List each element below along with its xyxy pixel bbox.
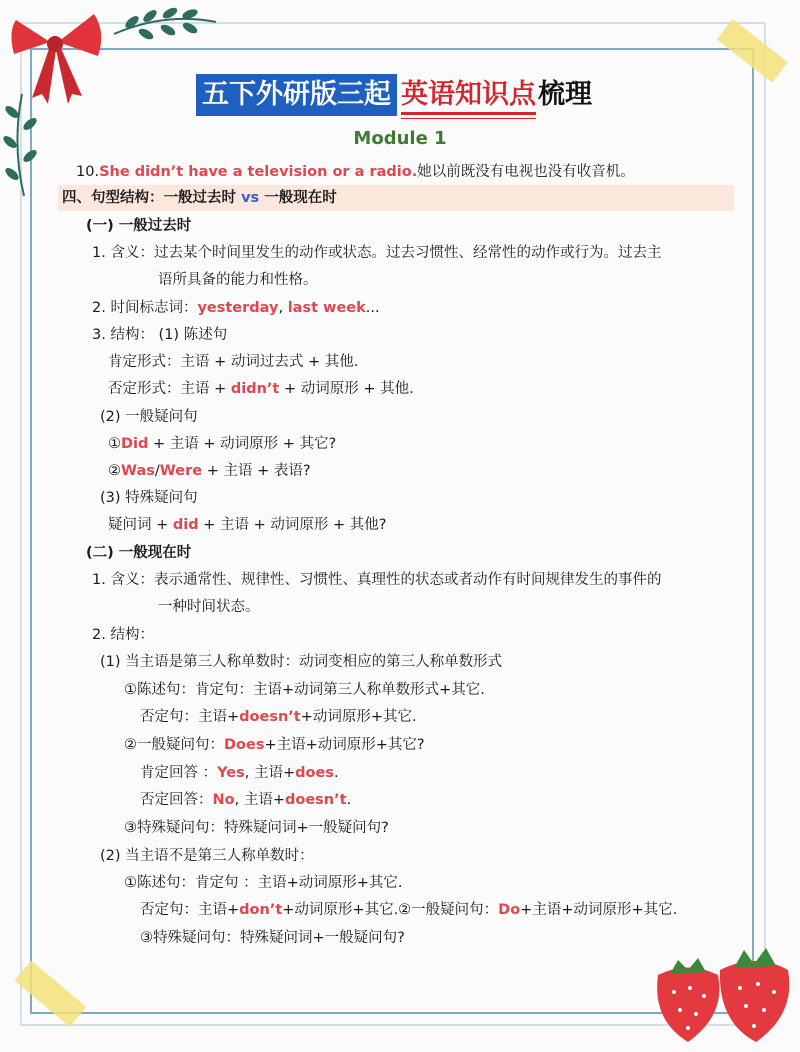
sq-pre: 疑问词 + — [108, 517, 173, 533]
present-c1-question — [124, 735, 425, 755]
c2-neg-dont: don’t — [239, 902, 283, 918]
c2-neg-pre: 否定句：主语+ — [140, 902, 240, 918]
time-marker-last-week: last week — [287, 300, 366, 316]
c1-q-pre: ②一般疑问句： — [124, 737, 224, 753]
time-marker-yesterday: yesterday — [197, 300, 279, 316]
c1-q-post: +主语+动词原形+其它? — [264, 737, 425, 753]
no-doesnt: doesn’t — [284, 792, 347, 808]
chinese-translation: 她以前既没有电视也没有收音机。 — [417, 164, 635, 180]
time-markers-label: 2. 时间标志词： — [92, 300, 198, 316]
past-meaning-label: 1. 含义： — [92, 245, 154, 261]
q1-did: Did — [121, 436, 149, 452]
yes-mid: , 主语+ — [244, 765, 296, 781]
past-special-question-heading: (3) 特殊疑问句 — [100, 490, 198, 506]
past-negative-didnt: didn’t — [230, 381, 280, 397]
sq-post: + 主语 + 动词原形 + 其他? — [198, 517, 387, 533]
english-sentence: She didn’t have a television or a radio. — [99, 164, 418, 180]
present-c1-yes-answer — [140, 763, 339, 783]
title-part3: 梳理 — [538, 79, 592, 110]
tape-icon — [12, 960, 92, 1030]
present-meaning-line1: 表示通常性、规律性、习惯性、真理性的状态或者动作有时间规律发生的事件的 — [153, 572, 662, 588]
present-meaning-line2: 一种时间状态。 — [158, 599, 260, 615]
no-end: . — [346, 792, 352, 808]
present-c2-declarative: ①陈述句：肯定句 ：主语+动词原形+其它. — [124, 875, 403, 891]
past-question-heading: (2) 一般疑问句 — [100, 409, 198, 425]
q1-post: + 主语 + 动词原形 + 其它? — [148, 436, 337, 452]
present-meaning-label: 1. 含义： — [92, 572, 154, 588]
present-c1-negative — [140, 707, 417, 727]
q2-slash: / — [154, 463, 160, 479]
c2-neg-mid: +动词原形+其它.②一般疑问句： — [282, 902, 499, 918]
q2-were: Were — [159, 463, 203, 479]
past-affirmative: 肯定形式：主语 + 动词过去式 + 其他. — [108, 354, 359, 370]
q2-number: ② — [108, 463, 121, 479]
section-heading-prefix: 四、句型结构：一般过去时 — [62, 190, 242, 206]
c2-q-post: +主语+动词原形+其它. — [520, 902, 678, 918]
page-title — [196, 72, 592, 118]
present-meaning — [92, 570, 661, 590]
title-part2: 英语知识点 — [397, 80, 536, 110]
no-pre: 否定回答： — [140, 792, 213, 808]
tape-icon — [710, 16, 790, 86]
strawberry-icon — [648, 930, 798, 1050]
past-negative-post: + 动词原形 + 其他. — [279, 381, 414, 397]
past-time-markers — [92, 298, 380, 318]
past-question-2 — [108, 461, 311, 481]
q2-post: + 主语 + 表语? — [202, 463, 311, 479]
past-meaning-line2: 语所具备的能力和性格。 — [158, 272, 318, 288]
present-tense-heading: (二) 一般现在时 — [86, 545, 192, 561]
past-special-question — [108, 515, 386, 535]
present-c1-special: ③特殊疑问句：特殊疑问词+一般疑问句? — [124, 820, 389, 836]
time-marker-separator: , — [278, 300, 288, 316]
past-question-1 — [108, 434, 336, 454]
past-meaning-line1: 过去某个时间里发生的动作或状态。过去习惯性、经常性的动作或行为。过去主 — [153, 245, 662, 261]
module-heading: Module 1 — [353, 128, 447, 149]
yes-end: . — [333, 765, 339, 781]
q2-was: Was — [121, 463, 155, 479]
past-negative-pre: 否定形式：主语 + — [108, 381, 231, 397]
present-case1: (1) 当主语是第三人称单数时：动词变相应的第三人称单数形式 — [100, 654, 503, 670]
past-tense-heading: (一) 一般过去时 — [86, 218, 192, 234]
section-heading-vs: vs — [241, 190, 260, 206]
item-number: 10. — [76, 164, 100, 180]
section-heading — [62, 188, 337, 208]
present-c2-special: ③特殊疑问句：特殊疑问词+一般疑问句? — [140, 930, 405, 946]
c1-q-does: Does — [224, 737, 265, 753]
present-c1-no-answer — [140, 790, 351, 810]
past-structure-label: 3. 结构： (1) 陈述句 — [92, 327, 228, 343]
present-c2-negative — [140, 900, 677, 920]
q1-number: ① — [108, 436, 121, 452]
time-marker-ellipsis: ... — [365, 300, 380, 316]
sq-did: did — [172, 517, 199, 533]
yes-does: does — [295, 765, 334, 781]
leaf-branch-icon — [110, 4, 220, 44]
title-part1: 五下外研版三起 — [196, 74, 397, 116]
past-negative — [108, 379, 414, 399]
c2-q-do: Do — [498, 902, 521, 918]
no-word: No — [212, 792, 235, 808]
present-structure-label: 2. 结构： — [92, 627, 154, 643]
c1-neg-pre: 否定句：主语+ — [140, 709, 240, 725]
yes-word: Yes — [217, 765, 245, 781]
c1-neg-doesnt: doesn’t — [239, 709, 301, 725]
no-mid: , 主语+ — [234, 792, 285, 808]
present-c1-declarative: ①陈述句：肯定句：主语+动词第三人称单数形式+其它. — [124, 682, 485, 698]
present-case2: (2) 当主语不是第三人称单数时： — [100, 848, 314, 864]
yes-pre: 肯定回答 ： — [140, 765, 218, 781]
section-heading-suffix: 一般现在时 — [259, 190, 337, 206]
example-sentence-10 — [76, 162, 635, 182]
past-meaning — [92, 243, 661, 263]
c1-neg-post: +动词原形+其它. — [300, 709, 417, 725]
